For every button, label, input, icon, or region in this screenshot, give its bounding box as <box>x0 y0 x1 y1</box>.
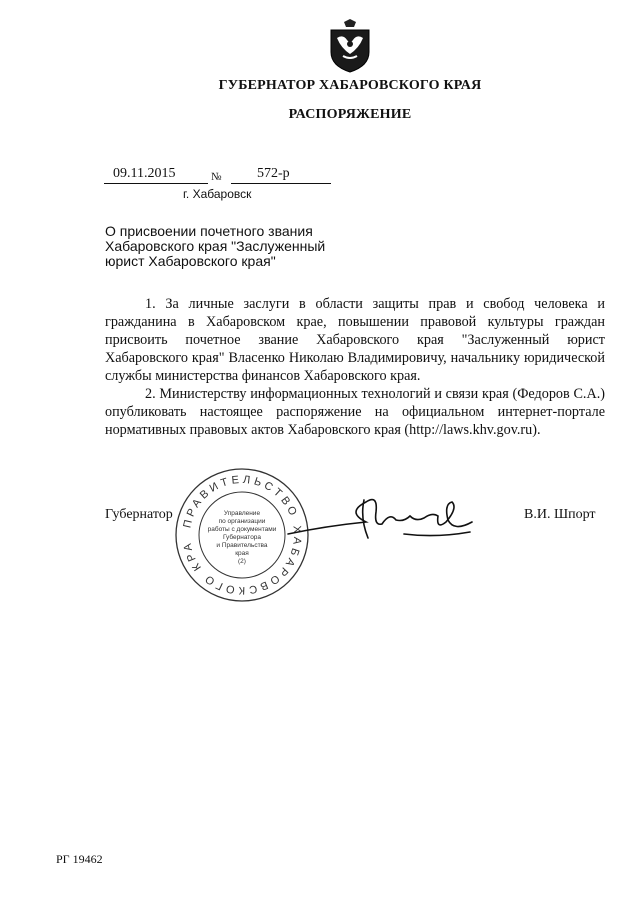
number-underline <box>231 183 331 184</box>
document-number: 572-р <box>257 166 290 181</box>
signatory-name: В.И. Шпорт <box>524 507 596 522</box>
stamp-line: (2) <box>238 558 246 565</box>
document-type-title: РАСПОРЯЖЕНИЕ <box>288 107 412 122</box>
stamp-line: Управление <box>223 510 261 517</box>
subject-line: Хабаровского края "Заслуженный <box>105 238 326 254</box>
city-name: г. Хабаровск <box>183 187 252 201</box>
authority-title: ГУБЕРНАТОР ХАБАРОВСКОГО КРАЯ <box>218 78 482 93</box>
subject-line: юрист Хабаровского края" <box>105 253 276 269</box>
document-date: 09.11.2015 <box>113 166 176 181</box>
subject-line: О присвоении почетного звания <box>105 223 313 239</box>
paragraph-1: 1. За личные заслуги в области защиты прав и свобод человека и гражданина в Хабаровском крае, повышении правовой культуры граждан присвоить почетное звание Хабаровского края "Заслуженный юрист Хабаровского края" Власенко Николаю Владимировичу, начальнику юридической службы министерства финансов Хабаровского края. <box>105 296 605 384</box>
paragraph-2: 2. Министерству информационных технологий и связи края (Федоров С.А.) опубликовать настоящее распоряжение на официальном интернет-портале нормативных правовых актов Хабаровского края (http://laws.khv.gov.ru). <box>105 386 605 438</box>
document-code: РГ 19462 <box>56 852 103 866</box>
coat-of-arms-emblem <box>327 18 373 74</box>
subject-heading <box>105 224 335 269</box>
stamp-line: края <box>235 550 249 557</box>
stamp-ring-text: ПРАВИТЕЛЬСТВО ХАБАРОВСКОГО КРА <box>181 473 304 597</box>
signatory-role: Губернатор <box>105 507 173 522</box>
stamp-line: и Правительства <box>216 542 268 549</box>
number-sign: № <box>211 171 222 183</box>
stamp-line: работы с документами <box>207 526 277 533</box>
stamp-line: по организации <box>218 518 266 525</box>
document-body <box>105 295 605 439</box>
stamp-line: Губернатора <box>222 534 262 541</box>
date-underline <box>104 183 208 184</box>
handwritten-signature <box>286 482 476 552</box>
